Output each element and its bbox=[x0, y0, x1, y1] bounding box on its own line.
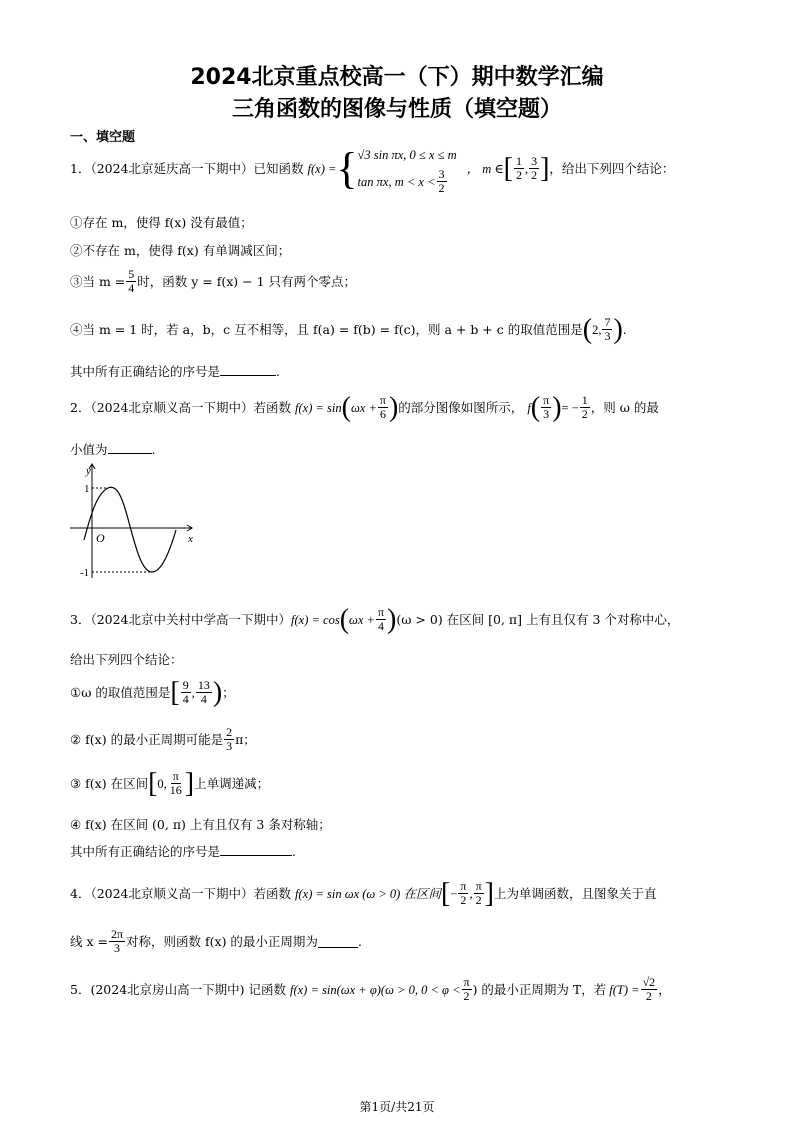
q1-conclusion-4 bbox=[70, 313, 627, 345]
q2-arg-num: π bbox=[379, 393, 386, 407]
q1-conclusion-3 bbox=[70, 268, 356, 295]
page-title: 2024北京重点校高一（下）期中数学汇编 bbox=[190, 65, 604, 90]
q3-answer-blank[interactable] bbox=[220, 843, 292, 856]
q2-arg: ωx + bbox=[350, 400, 377, 415]
q3-c1-paren-right: ) bbox=[212, 676, 223, 708]
sine-curve bbox=[84, 487, 176, 572]
q4-line-frac bbox=[109, 928, 125, 955]
neg-one-label: -1 bbox=[80, 567, 90, 579]
q1-c3-text-b: 时，函数 y = f(x) − 1 只有两个零点； bbox=[137, 273, 357, 289]
q3-c1-den-2: 4 bbox=[200, 692, 207, 706]
q3-prefix: 3．（2024北京中关村中学高一下期中） bbox=[70, 611, 292, 627]
q3-c1-den-1: 4 bbox=[182, 692, 189, 706]
q5-prefix: 5．(2024北京房山高一下期中) 记函数 bbox=[70, 981, 286, 997]
q1-bracket-left: [ bbox=[503, 152, 513, 184]
q4-bracket-left: [ bbox=[440, 877, 451, 909]
section-heading: 一、填空题 bbox=[70, 130, 136, 145]
one-label: 1 bbox=[84, 483, 90, 495]
q2-answer-blank[interactable] bbox=[108, 441, 152, 454]
q3-conclusion-1 bbox=[70, 676, 235, 708]
q2-val-frac bbox=[541, 394, 551, 421]
q4-answer-blank[interactable] bbox=[318, 935, 358, 948]
q4-bracket-right: ] bbox=[484, 877, 494, 909]
q1-suffix: ，给出下列四个结论： bbox=[549, 160, 675, 176]
q1-case-2-num: 3 bbox=[438, 167, 445, 181]
q3-c3-text-b: 上单调递减； bbox=[194, 775, 270, 791]
q1-c4-paren-right: ) bbox=[613, 313, 623, 345]
q5-cond-num: π bbox=[463, 975, 470, 989]
q3-fx: f(x) = cos bbox=[291, 612, 340, 627]
q4-line-num: 2π bbox=[110, 927, 124, 941]
q1-m-den-2: 2 bbox=[531, 168, 538, 182]
q1-m-num-2: 3 bbox=[531, 154, 538, 168]
q2-val-num: π bbox=[543, 393, 550, 407]
q1-case-2-text: tan πx, m < x < bbox=[357, 174, 436, 189]
q3-c2-den: 3 bbox=[226, 739, 233, 753]
q1-c3-den: 4 bbox=[128, 281, 135, 295]
q1-ask: 其中所有正确结论的序号是 bbox=[70, 364, 221, 379]
q2-eq-den: 2 bbox=[581, 407, 588, 421]
q1-c4-text-a: ④当 m = 1 时，若 a，b，c 互不相等，且 f(a) = f(b) = f(c)，则 a + b + c 的取值范围是 bbox=[70, 321, 583, 337]
q2-fx: f(x) = sin bbox=[295, 400, 342, 415]
q2-val-paren-left: ( bbox=[530, 391, 541, 423]
q3-c2-text-b: π； bbox=[235, 731, 256, 747]
q1-conclusion-2: ②不存在 m，使得 f(x) 有单调减区间； bbox=[70, 243, 291, 258]
q1-case-2-frac bbox=[437, 168, 447, 195]
q3-c3-num: π bbox=[172, 769, 179, 783]
q3-conclusion-4: ④ f(x) 在区间 (0, π) 上有且仅有 3 条对称轴； bbox=[70, 817, 331, 832]
q1-c4-num: 7 bbox=[604, 315, 611, 329]
q1-ask-line: 其中所有正确结论的序号是 . bbox=[70, 364, 280, 379]
q5-fx: f(x) = sin(ωx + φ)(ω > 0, 0 < φ < bbox=[290, 982, 461, 997]
q2-period: . bbox=[151, 442, 156, 457]
q3-c3-frac bbox=[168, 770, 184, 797]
q1-c4-paren-left: ( bbox=[582, 313, 593, 345]
origin-label: O bbox=[96, 531, 105, 545]
q2-arg-frac bbox=[378, 394, 388, 421]
q1-case-2 bbox=[358, 168, 457, 195]
q3-c2-frac bbox=[224, 726, 234, 753]
q4-minus: − bbox=[450, 886, 458, 901]
page-footer: 第1页/共21页 bbox=[359, 1100, 435, 1114]
q4-period: . bbox=[357, 933, 362, 949]
q5-cond-den: 2 bbox=[463, 989, 470, 1003]
q1-m-den-1: 2 bbox=[515, 168, 522, 182]
q3-c1-num-1: 9 bbox=[182, 678, 189, 692]
q5-result-frac bbox=[641, 976, 658, 1003]
question-4-stem bbox=[70, 877, 657, 909]
q1-c3-text-a: ③当 m = bbox=[70, 273, 126, 289]
q2-eq-num: 1 bbox=[581, 393, 588, 407]
q1-m-num-1: 1 bbox=[515, 154, 522, 168]
q5-end: ， bbox=[658, 981, 671, 997]
q1-prefix: 1．（2024北京延庆高一下期中）已知函数 bbox=[70, 160, 304, 176]
q3-arg: ωx + bbox=[349, 612, 375, 627]
q3-ask: 其中所有正确结论的序号是 bbox=[70, 844, 221, 859]
q1-m-frac-2 bbox=[529, 155, 539, 182]
q4-int-b-den: 2 bbox=[475, 893, 482, 907]
q4-prefix: 4．（2024北京顺义高一下期中）若函数 bbox=[70, 885, 292, 901]
q3-c1-text-b: ； bbox=[222, 684, 235, 700]
q3-c3-den: 16 bbox=[169, 783, 182, 797]
q4-mid: 上为单调函数，且图象关于直 bbox=[493, 885, 657, 901]
q3-ask-line bbox=[70, 843, 296, 861]
q1-fx: f(x) = bbox=[307, 161, 337, 176]
x-label: x bbox=[188, 533, 193, 545]
q3-paren-right: ) bbox=[387, 603, 397, 635]
q1-case-1: √3 sin πx, 0 ≤ x ≤ m bbox=[357, 148, 457, 162]
q1-c4-frac bbox=[602, 316, 612, 343]
q1-m-in: ， m ∈ bbox=[466, 161, 504, 176]
q3-c2-text-a: ② f(x) 的最小正周期可能是 bbox=[70, 731, 224, 747]
q1-conclusion-1: ①存在 m，使得 f(x) 没有最值； bbox=[70, 215, 253, 230]
q2-prefix: 2．（2024北京顺义高一下期中）若函数 bbox=[70, 399, 292, 415]
q3-c1-text-a: ①ω 的取值范围是 bbox=[70, 684, 171, 700]
q3-arg-frac bbox=[376, 606, 386, 633]
q3-c3-text-a: ③ f(x) 在区间 bbox=[70, 775, 149, 791]
q2-val-paren-right: ) bbox=[552, 391, 562, 423]
question-5-stem bbox=[70, 976, 671, 1003]
q2-f: f bbox=[527, 400, 531, 415]
question-1-stem bbox=[70, 142, 674, 195]
q1-c3-num: 5 bbox=[128, 267, 135, 281]
q3-conclusion-2 bbox=[70, 726, 256, 753]
q2-mid: 的部分图像如图所示， bbox=[398, 399, 524, 415]
q3-c1-frac-1 bbox=[181, 679, 191, 706]
q3-c2-num: 2 bbox=[226, 725, 233, 739]
q1-c4-text-b: . bbox=[622, 321, 627, 337]
q4-line2-a: 线 x = bbox=[70, 933, 108, 949]
q3-c1-num-2: 13 bbox=[197, 678, 210, 692]
question-3-stem bbox=[70, 603, 680, 635]
q5-mid: ) 的最小正周期为 T，若 bbox=[472, 981, 607, 997]
q1-c3-frac bbox=[126, 268, 136, 295]
q3-c3-left: 0, bbox=[157, 776, 167, 791]
q3-cond: (ω > 0) 在区间 [0, π] 上有且仅有 3 个对称中心， bbox=[396, 611, 680, 627]
q1-c4-left: 2, bbox=[592, 322, 602, 337]
q4-line-den: 3 bbox=[114, 941, 121, 955]
q3-arg-num: π bbox=[377, 605, 385, 619]
q3-c1-comma: , bbox=[191, 685, 195, 700]
q3-period: . bbox=[292, 844, 296, 859]
q2-eq-frac bbox=[580, 394, 590, 421]
q4-comma: , bbox=[469, 886, 473, 901]
q2-ask: 小值为 bbox=[70, 442, 108, 457]
q5-result-den: 2 bbox=[645, 989, 652, 1003]
q1-bracket-right: ] bbox=[540, 152, 550, 184]
q1-answer-blank[interactable] bbox=[220, 363, 276, 376]
q3-paren-left: ( bbox=[339, 603, 350, 635]
q4-int-frac-a bbox=[458, 880, 468, 907]
q4-fx: f(x) = sin ωx (ω > 0) 在区间 bbox=[295, 886, 441, 901]
q1-comma: , bbox=[524, 161, 529, 176]
q3-conclusion-3 bbox=[70, 767, 270, 799]
q3-c1-frac-2 bbox=[196, 679, 212, 706]
q2-arg-den: 6 bbox=[379, 407, 386, 421]
q1-cases bbox=[358, 142, 457, 195]
q2-end: ，则 ω 的最 bbox=[590, 399, 659, 415]
q2-val-den: 3 bbox=[543, 407, 550, 421]
q2-eq: = − bbox=[561, 400, 579, 415]
q3-c3-bracket-right: ] bbox=[184, 767, 195, 799]
q4-int-frac-b bbox=[474, 880, 484, 907]
q3-c1-bracket-left: [ bbox=[170, 676, 180, 708]
q4-line2-b: 对称，则函数 f(x) 的最小正周期为 bbox=[126, 933, 318, 949]
q1-brace: { bbox=[336, 143, 358, 193]
q5-cond-frac bbox=[462, 976, 472, 1003]
q3-arg-den: 4 bbox=[378, 619, 385, 633]
q2-line-2 bbox=[70, 441, 156, 459]
y-label: y bbox=[86, 465, 91, 477]
q1-case-2-den: 2 bbox=[438, 181, 445, 195]
q3-c3-bracket-left: [ bbox=[148, 767, 158, 799]
q1-c4-den: 3 bbox=[604, 329, 611, 343]
q4-line-2 bbox=[70, 928, 362, 955]
question-2-stem bbox=[70, 391, 659, 423]
q3-line-2: 给出下列四个结论： bbox=[70, 652, 183, 667]
q4-int-a-num: π bbox=[460, 879, 467, 893]
q1-m-frac-1 bbox=[514, 155, 524, 182]
q2-paren-left: ( bbox=[341, 391, 351, 423]
q2-paren-right: ) bbox=[388, 391, 399, 423]
q5-ft: f(T) = bbox=[609, 982, 640, 997]
page-subtitle: 三角函数的图像与性质（填空题） bbox=[231, 97, 562, 122]
q5-result-num: √2 bbox=[642, 975, 656, 989]
q4-int-b-num: π bbox=[475, 879, 482, 893]
q2-sine-graph bbox=[66, 460, 202, 582]
q4-int-a-den: 2 bbox=[460, 893, 467, 907]
